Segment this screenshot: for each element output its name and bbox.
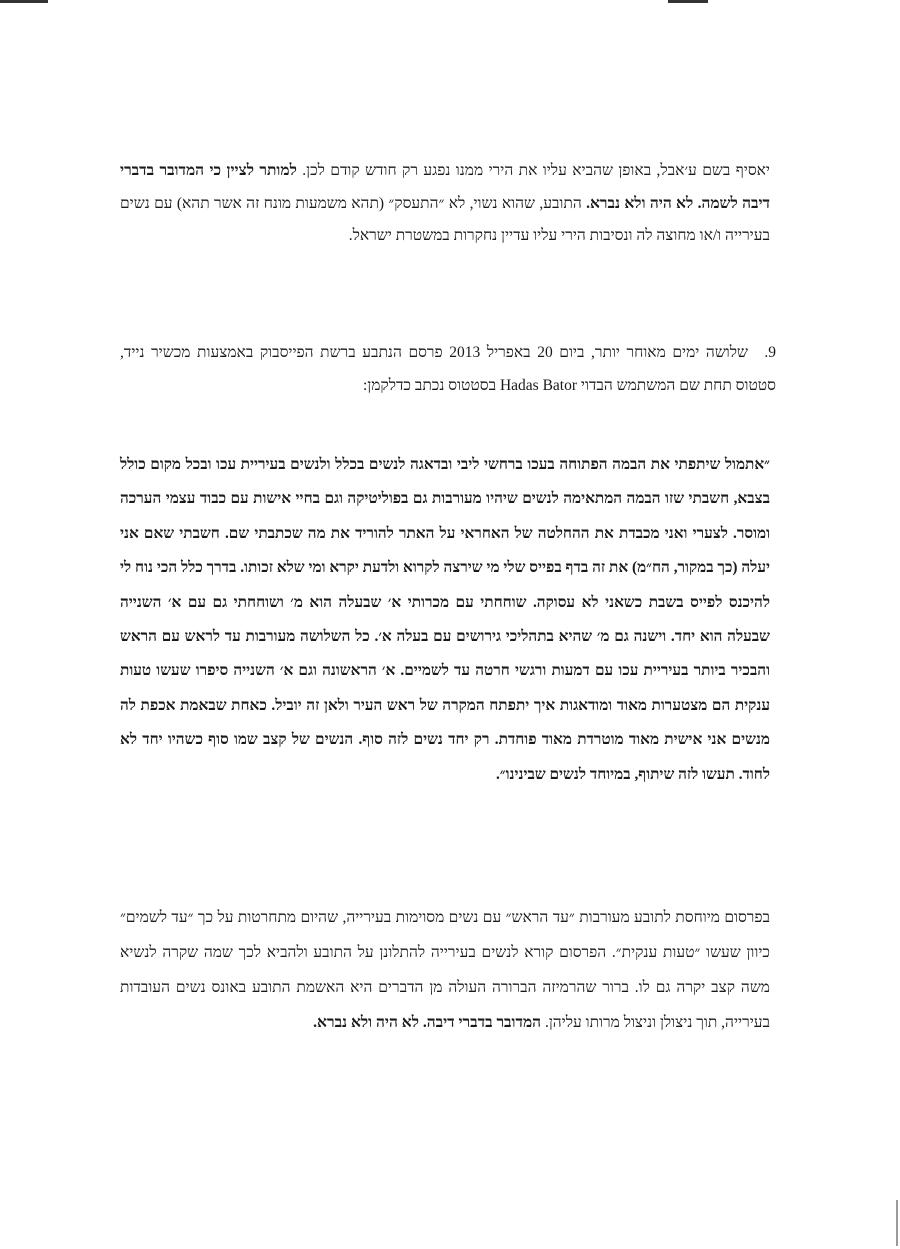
paragraph-1-text-a: יאסיף בשם ע׳אבל, באופן שהביא עליו את הירי ממנו נפגע רק חודש קודם לכן. [296,162,770,179]
paragraph-9-text-b: בסטטוס נכתב כדלקמן: [362,376,500,394]
paragraph-number: 9. [764,344,776,361]
paragraph-analysis-bold: המדובר בדברי דיבה. לא היה ולא נברא. [313,1014,542,1031]
paragraph-1-text-b: התובע, שהוא נשוי, לא ״התעסק״ (תהא משמעות מונח זה אשר תהא) עם נשים בעירייה ו/או מחוצה לה ונסיבות הירי עליו עדיין נחקרות במשטרת ישראל. [120,194,770,244]
paragraph-1-bold: למותר לציין כי המדובר בדברי דיבה לשמה. לא היה ולא נברא. [120,162,770,212]
paragraph-9-text-a: שלושה ימים מאוחר יותר, ביום 20 באפריל 2013 פרסם הנתבע ברשת הפייסבוק באמצעות מכשיר נייד, סטטוס תחת שם המשתמש הבדוי [120,344,776,394]
username: Hadas Bator [499,376,577,394]
facebook-status-quote: ״אתמול שיתפתי את הבמה הפתוחה בעכו ברחשי ליבי ובדאגה לנשים בכלל ולנשים בעיריית עכו ובכל מקום כולל בצבא, חשבתי שזו הבמה המתאימה לנשים שיהיו מעורבות גם בפוליטיקה וגם בחיי אישות עם כבוד עצמי הערכה ומוסר. לצערי ואני מכבדת את ההחלטה של האחראי על האתר להוריד את מה שכתבתי שם. חשבתי שאם אני יעלה (כך במקור, הח״מ) את זה בדף בפייס שלי מי שירצה לקרוא ולדעת יקרא ומי שלא זכותו. בדרך כלל הכי נוח לי להיכנס לפייס בשבת כשאני לא עסוקה. שוחחתי עם מכרותי א׳ שבעלה הוא מ׳ ושוחחתי גם עם א׳ השנייה שבעלה הוא יחד. וישנה גם מ׳ שהיא בתהליכי גירושים עם בעלה א׳. כל השלושה מעורבות עד לראש עם הראש והבכיר ביותר בעיריית עכו עם דמעות ורגשי חרטה עד לשמיים. א׳ הראשונה וגם א׳ השנייה סיפרו שעשו טעות ענקית הם מצטערות מאוד ומודאגות איך יתפתח המקרה של ראש העיר ולאן זה יוביל. כאחת שבאמת אכפת לה מנשים אני אישית מאוד מוטרדת מאוד פוחדת. רק יחד נשים לזה סוף. הנשים של קצב שמו סוף כשהיו יחד לא לחוד. תעשו לזה שיתוף, במיוחד לנשים שבינינו״. [120,456,770,783]
paragraph-9 [120,337,776,402]
paragraph-analysis [120,900,770,1040]
scan-edge-mark-bottom-right [896,1200,898,1246]
scan-edge-mark-top-left [0,0,48,3]
paragraph-1 [120,155,770,253]
scan-edge-mark-top-right [668,0,708,3]
paragraph-analysis-text: בפרסום מיוחסת לתובע מעורבות ״עד הראש״ עם נשים מסוימות בעירייה, שהיום מתחרטות על כך ״עד לשמים״ כיוון שעשו ״טעות ענקית״. הפרסום קורא לנשים בעירייה להתלונן על התובע ולהביא לכך שמה שקרה לנשיא משה קצב יקרה גם לו. ברור שהרמיזה הברורה העולה מן הדברים היא האשמת התובע באונס נשים העובדות בעירייה, תוך ניצולן וניצול מרותו עליהן. [120,909,770,1031]
